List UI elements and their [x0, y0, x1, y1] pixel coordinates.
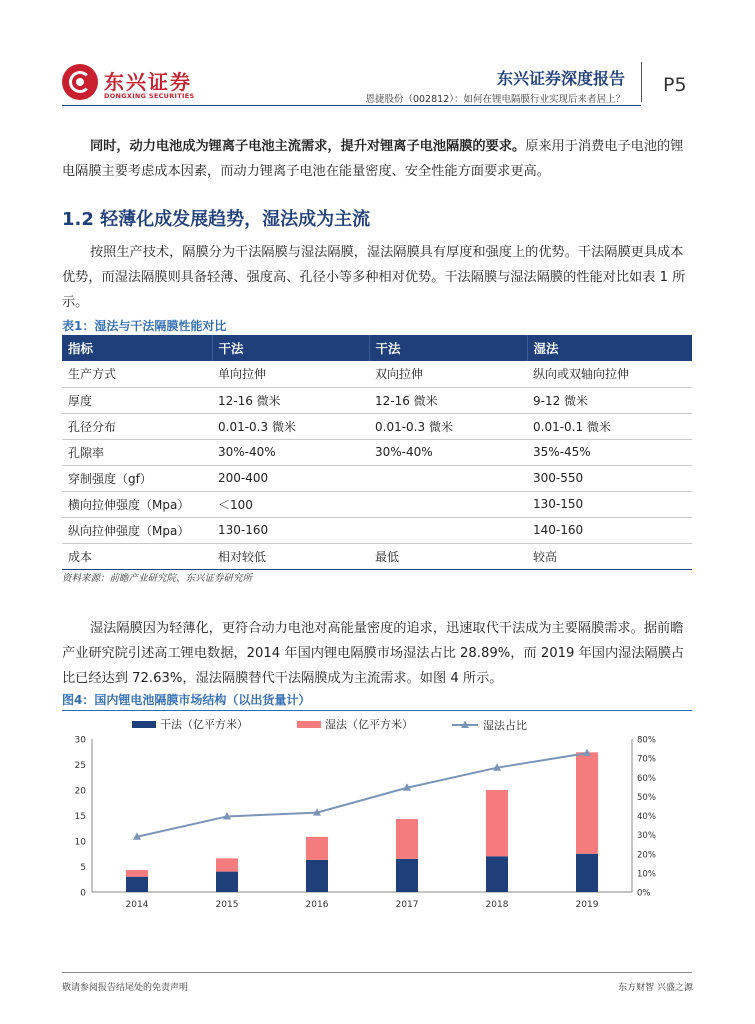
bar-wet — [396, 819, 418, 859]
bar-dry — [306, 860, 328, 892]
y-tick-label-left: 0 — [80, 888, 86, 899]
table-row — [62, 543, 692, 569]
logo-english-name: DONGXING SECURITIES — [104, 92, 195, 100]
y-tick-label-left: 25 — [74, 761, 86, 771]
y-tick-label-left: 5 — [80, 863, 86, 873]
table-cell: 0.01-0.3 微米 — [369, 413, 527, 439]
table-cell: 较高 — [527, 543, 692, 569]
figure-caption: 图4：国内锂电池隔膜市场结构（以出货量计） — [62, 693, 311, 707]
bar-dry — [576, 854, 598, 892]
bar-dry — [396, 859, 418, 892]
y-tick-label-left: 20 — [74, 786, 86, 797]
table-header-row — [62, 335, 692, 361]
table-cell: 生产方式 — [62, 361, 212, 387]
bar-wet — [126, 870, 148, 877]
table-cell: 厚度 — [62, 387, 212, 413]
table-cell: 横向拉伸强度（Mpa） — [62, 491, 212, 517]
table-cell: 孔隙率 — [62, 439, 212, 465]
table-cell: 0.01-0.1 微米 — [527, 413, 692, 439]
y-tick-label-right: 0% — [637, 888, 651, 899]
x-tick-label: 2015 — [215, 900, 239, 910]
y-tick-label-right: 30% — [637, 831, 656, 842]
x-tick-label: 2014 — [125, 900, 149, 910]
table-cell: 纵向或双轴向拉伸 — [527, 361, 692, 387]
table-cell: 相对较低 — [212, 543, 369, 569]
paragraph-1-rest: 原来用于消费电子电池的锂电隔膜主要考虑成本因素，而动力锂离子电池在能量密度、安全性能方面要求更高。 — [62, 139, 684, 179]
table-cell: 0.01-0.3 微米 — [212, 413, 369, 439]
legend-swatch-dry — [132, 721, 156, 728]
header-rule — [62, 105, 641, 106]
table-cell: 30%-40% — [369, 439, 527, 465]
table-cell: 35%-45% — [527, 439, 692, 465]
table-cell: 130-160 — [212, 517, 369, 543]
table-cell: 30%-40% — [212, 439, 369, 465]
y-tick-label-right: 10% — [637, 869, 656, 880]
table-header-cell: 干法 — [212, 335, 369, 361]
table-row — [62, 491, 692, 517]
table-cell: ＜100 — [212, 491, 369, 517]
legend-label-wet: 湿法（亿平方米） — [325, 718, 413, 731]
x-tick-label: 2016 — [305, 900, 329, 910]
paragraph-2: 按照生产技术，隔膜分为干法隔膜与湿法隔膜，湿法隔膜具有厚度和强度上的优势。干法隔膜更具成本优势，而湿法隔膜则具备轻薄、强度高、孔径小等多种相对优势。干法隔膜与湿法隔膜的性能对比如表 1 所示。 — [62, 245, 686, 310]
y-tick-label-right: 20% — [637, 850, 656, 861]
table-cell: 140-160 — [527, 517, 692, 543]
table-row — [62, 465, 692, 491]
table-cell: 孔径分布 — [62, 413, 212, 439]
market-structure-chart — [62, 712, 692, 922]
table-cell: 12-16 微米 — [369, 387, 527, 413]
table-row — [62, 439, 692, 465]
table-cell — [369, 465, 527, 491]
table-cell — [369, 491, 527, 517]
legend-label-dry: 干法（亿平方米） — [160, 718, 248, 731]
table-cell — [369, 517, 527, 543]
comparison-table — [62, 335, 692, 570]
y-tick-label-right: 40% — [637, 812, 656, 822]
legend-label-wet-share: 湿法占比 — [483, 719, 527, 732]
line-wet-share — [137, 753, 587, 837]
x-tick-label: 2018 — [485, 900, 509, 910]
y-tick-label-left: 15 — [74, 812, 86, 822]
bar-wet — [486, 790, 508, 856]
y-tick-label-right: 50% — [637, 792, 656, 803]
table-cell: 130-150 — [527, 491, 692, 517]
figure-caption-rule — [62, 710, 692, 711]
y-tick-label-left: 30 — [74, 735, 86, 746]
logo-mark-icon — [62, 64, 98, 100]
table-caption: 表1：湿法与干法隔膜性能对比 — [62, 319, 227, 333]
table-header-cell: 干法 — [369, 335, 527, 361]
bar-dry — [216, 872, 238, 892]
table-row — [62, 413, 692, 439]
table-cell: 成本 — [62, 543, 212, 569]
y-tick-label-right: 80% — [637, 735, 656, 746]
table-cell: 双向拉伸 — [369, 361, 527, 387]
report-title: 东兴证券深度报告 — [496, 69, 625, 88]
footer-slogan: 东方财智 兴盛之源 — [618, 983, 693, 993]
table-header-cell: 指标 — [62, 335, 212, 361]
section-heading: 1.2 轻薄化成发展趋势，湿法成为主流 — [62, 209, 371, 230]
page-number: P5 — [663, 74, 687, 96]
company-logo — [62, 64, 212, 108]
logo-chinese-name: 东兴证券 — [104, 70, 192, 94]
table-cell: 纵向拉伸强度（Mpa） — [62, 517, 212, 543]
table-row — [62, 361, 692, 387]
header-divider — [641, 62, 642, 102]
bar-dry — [126, 877, 148, 892]
bar-wet — [306, 837, 328, 860]
bar-wet — [576, 752, 598, 853]
table-cell: 单向拉伸 — [212, 361, 369, 387]
table-source-note: 资料来源：前瞻产业研究院、东兴证券研究所 — [62, 573, 253, 584]
table-cell: 12-16 微米 — [212, 387, 369, 413]
table-cell: 300-550 — [527, 465, 692, 491]
y-tick-label-left: 10 — [74, 837, 86, 848]
bar-dry — [486, 856, 508, 892]
table-cell: 9-12 微米 — [527, 387, 692, 413]
paragraph-1 — [62, 134, 690, 184]
y-tick-label-right: 60% — [637, 773, 656, 784]
table-cell: 200-400 — [212, 465, 369, 491]
paragraph-3: 湿法隔膜因为轻薄化，更符合动力电池对高能量密度的追求，迅速取代干法成为主要隔膜需求。据前瞻产业研究院引述高工锂电数据，2014 年国内锂电隔膜市场湿法占比 28.89%，而 2019 年国内湿法隔膜占比已经达到 72.63%，湿法隔膜替代干法隔膜成为主流需求。如图 4 所示。 — [62, 621, 685, 686]
table-cell: 最低 — [369, 543, 527, 569]
bar-wet — [216, 858, 238, 871]
table-cell: 穿制强度（gf） — [62, 465, 212, 491]
report-subtitle: 恩捷股份（002812）：如何在锂电隔膜行业实现后来者居上？ — [365, 94, 625, 105]
legend-swatch-wet — [297, 721, 321, 728]
footer-disclaimer: 敬请参阅报告结尾处的免责声明 — [62, 983, 189, 993]
x-tick-label: 2017 — [395, 900, 419, 910]
table-row — [62, 387, 692, 413]
x-tick-label: 2019 — [575, 900, 599, 910]
paragraph-1-bold: 同时，动力电池成为锂离子电池主流需求，提升对锂离子电池隔膜的要求。 — [90, 139, 526, 154]
footer-rule — [62, 972, 692, 973]
table-row — [62, 517, 692, 543]
table-header-cell: 湿法 — [527, 335, 692, 361]
y-tick-label-right: 70% — [637, 754, 656, 765]
